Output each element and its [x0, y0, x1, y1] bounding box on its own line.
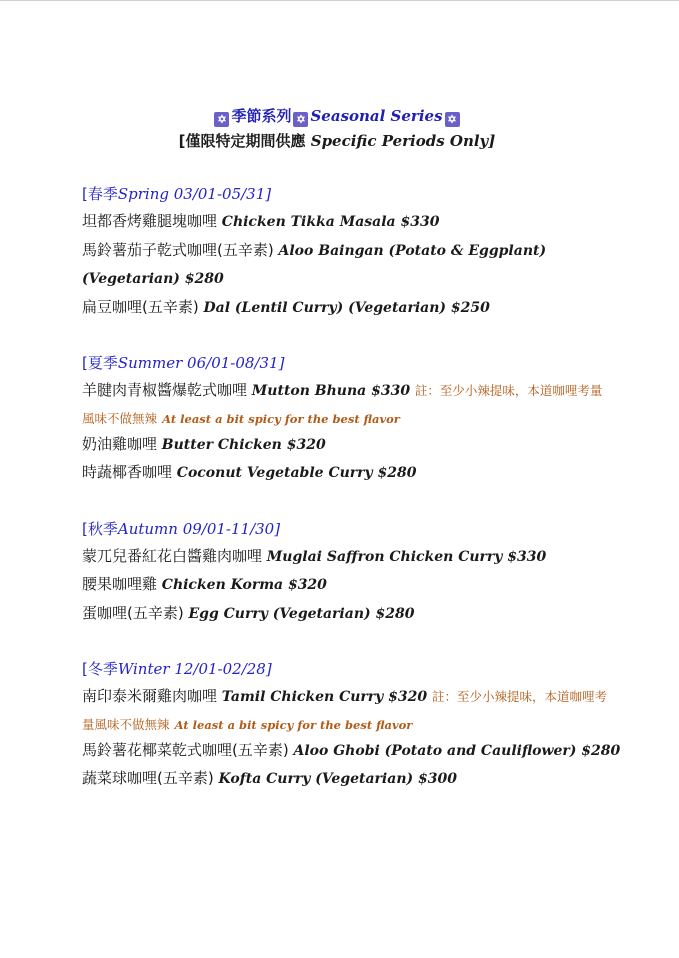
- spice-note-cont: 風味不做無辣: [82, 410, 158, 426]
- season-spring: [82, 180, 612, 322]
- item-name-en: Kofta Curry (Vegetarian) $300: [218, 771, 457, 787]
- menu-item: [82, 377, 612, 406]
- title-zh: 季節系列: [231, 107, 292, 125]
- item-name-zh: 南印泰米爾雞肉咖哩: [82, 687, 218, 705]
- item-name-en: Chicken Tikka Masala $330: [221, 214, 440, 230]
- title-en: Seasonal Series: [310, 107, 443, 125]
- menu-page: [82, 104, 621, 794]
- season-header: [82, 515, 612, 543]
- top-border: [0, 0, 679, 1]
- season-header: [82, 655, 612, 683]
- item-name-en: Aloo Baingan (Potato & Eggplant) (Vegetarian) $280: [82, 242, 547, 287]
- item-name-zh: 馬鈴薯茄子乾式咖哩(五辛素): [82, 240, 274, 259]
- menu-item: [82, 683, 612, 712]
- star-of-david-icon: ✡: [445, 112, 460, 127]
- season-header-en: Winter 12/01-02/28]: [117, 660, 272, 678]
- item-name-en: Muglai Saffron Chicken Curry $330: [266, 548, 547, 565]
- item-name-en: Mutton Bhuna $330: [251, 383, 411, 399]
- season-header-zh: [秋季: [82, 519, 118, 538]
- subtitle-en: Specific Periods Only]: [310, 132, 496, 150]
- star-of-david-icon: ✡: [214, 112, 229, 127]
- season-header-zh: [春季: [82, 185, 118, 203]
- star-of-david-icon: ✡: [293, 112, 308, 127]
- season-header-zh: [夏季: [82, 354, 118, 372]
- spice-note-en: At least a bit spicy for the best flavor: [174, 717, 413, 732]
- season-header-en: Spring 03/01-05/31]: [117, 185, 272, 203]
- item-name-zh: 蔬菜球咖哩(五辛素): [82, 769, 214, 787]
- season-winter: [82, 655, 621, 794]
- item-name-zh: 坦都香烤雞腿塊咖哩: [82, 212, 218, 230]
- season-header: [82, 349, 612, 377]
- spice-note: 註：至少小辣提味，本道咖哩考量: [414, 383, 603, 398]
- item-name-zh: 羊腱肉青椒醬爆乾式咖哩: [82, 381, 248, 399]
- item-name-en: Egg Curry (Vegetarian) $280: [188, 605, 415, 622]
- item-name-zh: 時蔬椰香咖哩: [82, 463, 173, 481]
- menu-item: [82, 294, 612, 323]
- item-name-zh: 腰果咖哩雞: [82, 575, 158, 593]
- season-header-zh: [冬季: [82, 660, 118, 678]
- menu-item: [82, 431, 612, 460]
- item-name-zh: 奶油雞咖哩: [82, 434, 158, 453]
- item-name-en: Butter Chicken $320: [161, 436, 326, 453]
- item-name-en: Aloo Ghobi (Potato and Cauliflower) $280: [293, 742, 621, 759]
- season-autumn: [82, 515, 612, 629]
- item-name-en: Tamil Chicken Curry $320: [221, 689, 428, 705]
- menu-item: [82, 737, 621, 766]
- menu-item: [82, 459, 612, 488]
- item-name-zh: 蒙兀兒番紅花白醬雞肉咖哩: [82, 546, 263, 565]
- item-name-zh: 扁豆咖哩(五辛素): [82, 297, 199, 316]
- menu-item: [82, 543, 612, 572]
- menu-item: [82, 765, 612, 794]
- item-name-en: Chicken Korma $320: [161, 577, 327, 593]
- spice-note-line: [82, 712, 612, 737]
- spice-note: 註：至少小辣提味，本道咖哩考: [431, 689, 607, 704]
- season-header-en: Autumn 09/01-11/30]: [117, 519, 281, 538]
- menu-item: [82, 208, 612, 237]
- season-header: [82, 180, 612, 208]
- item-name-zh: 蛋咖哩(五辛素): [82, 603, 184, 622]
- item-name-en: Dal (Lentil Curry) (Vegetarian) $250: [203, 299, 490, 316]
- menu-item: [82, 571, 612, 600]
- page-title: [62, 104, 612, 128]
- subtitle-zh: [僅限特定期間供應: [178, 132, 306, 150]
- season-summer: [82, 349, 612, 488]
- item-name-en: Coconut Vegetable Curry $280: [176, 465, 417, 481]
- menu-item: [82, 237, 612, 294]
- menu-item: [82, 600, 612, 629]
- season-header-en: Summer 06/01-08/31]: [117, 354, 285, 372]
- spice-note-cont: 量風味不做無辣: [82, 716, 170, 732]
- spice-note-line: [82, 406, 612, 431]
- item-name-zh: 馬鈴薯花椰菜乾式咖哩(五辛素): [82, 740, 289, 759]
- page-subtitle: [62, 128, 612, 154]
- spice-note-en: At least a bit spicy for the best flavor: [162, 411, 400, 426]
